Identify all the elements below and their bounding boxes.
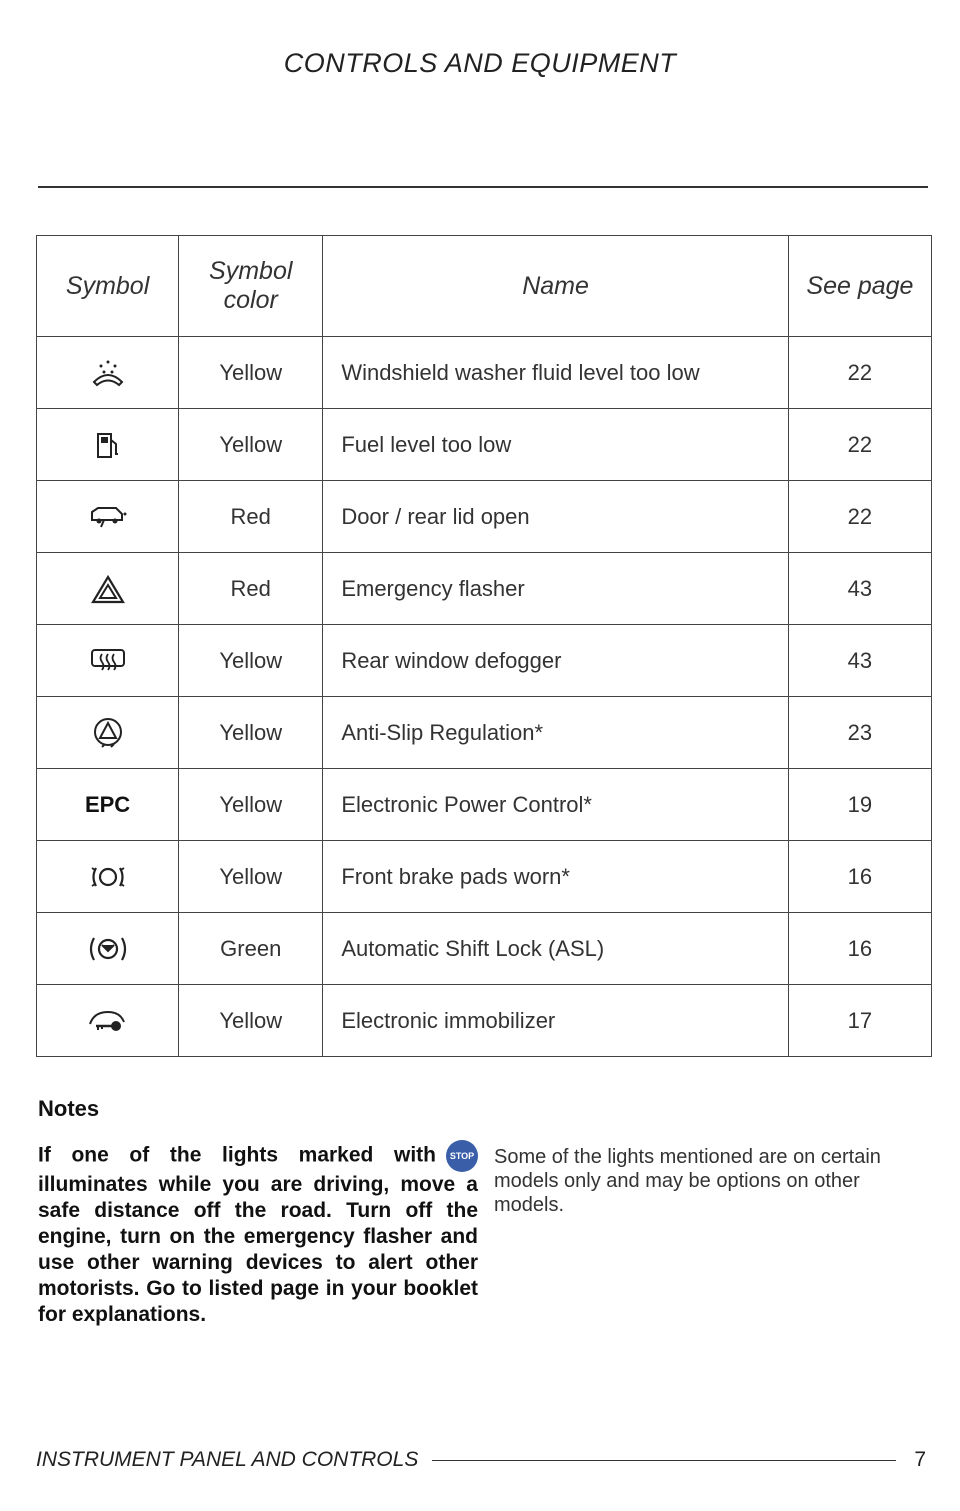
table-row bbox=[37, 481, 932, 553]
symbol-cell bbox=[37, 697, 179, 769]
name-cell: Emergency flasher bbox=[323, 553, 789, 625]
header-see-page: See page bbox=[788, 236, 931, 337]
page-footer bbox=[36, 1448, 926, 1472]
page-cell: 43 bbox=[788, 553, 931, 625]
name-cell: Front brake pads worn* bbox=[323, 841, 789, 913]
epc-icon: EPC bbox=[84, 791, 131, 817]
page-cell: 22 bbox=[788, 337, 931, 409]
warning-lead: If one of the lights marked with bbox=[38, 1143, 436, 1167]
symbol-cell bbox=[37, 337, 179, 409]
color-cell: Red bbox=[179, 481, 323, 553]
name-cell: Door / rear lid open bbox=[323, 481, 789, 553]
symbol-cell bbox=[37, 913, 179, 985]
table-row bbox=[37, 985, 932, 1057]
rear-defogger-icon bbox=[89, 646, 127, 676]
symbol-cell bbox=[37, 841, 179, 913]
name-cell: Fuel level too low bbox=[323, 409, 789, 481]
color-cell: Green bbox=[179, 913, 323, 985]
page-cell: 22 bbox=[788, 481, 931, 553]
symbol-cell bbox=[37, 553, 179, 625]
color-cell: Red bbox=[179, 553, 323, 625]
page-cell: 19 bbox=[788, 769, 931, 841]
table-row bbox=[37, 913, 932, 985]
page-cell: 22 bbox=[788, 409, 931, 481]
door-open-icon bbox=[88, 504, 128, 530]
info-note: Some of the lights mentioned are on certain models only and may be options on other models. bbox=[494, 1146, 881, 1216]
table-row bbox=[37, 625, 932, 697]
fuel-pump-icon bbox=[95, 430, 121, 460]
warning-note bbox=[38, 1140, 478, 1328]
notes-title: Notes bbox=[38, 1096, 100, 1121]
symbol-cell bbox=[37, 985, 179, 1057]
footer-rule bbox=[432, 1460, 896, 1461]
page-cell: 16 bbox=[788, 913, 931, 985]
color-cell: Yellow bbox=[179, 409, 323, 481]
header-symbol: Symbol bbox=[37, 236, 179, 337]
stop-icon: STOP bbox=[446, 1140, 478, 1172]
symbol-cell bbox=[37, 481, 179, 553]
name-cell: Anti-Slip Regulation* bbox=[323, 697, 789, 769]
symbol-cell bbox=[37, 409, 179, 481]
symbol-cell bbox=[37, 625, 179, 697]
header-name: Name bbox=[323, 236, 789, 337]
table-row bbox=[37, 841, 932, 913]
symbol-cell bbox=[37, 769, 179, 841]
name-cell: Electronic Power Control* bbox=[323, 769, 789, 841]
table-row bbox=[37, 769, 932, 841]
brake-pads-icon bbox=[88, 862, 128, 892]
color-cell: Yellow bbox=[179, 769, 323, 841]
page-header: CONTROLS AND EQUIPMENT bbox=[283, 48, 677, 78]
table-header-row bbox=[37, 236, 932, 337]
warning-lights-table bbox=[36, 235, 932, 1057]
table-row bbox=[37, 337, 932, 409]
immobilizer-key-icon bbox=[86, 1006, 130, 1036]
page-cell: 23 bbox=[788, 697, 931, 769]
table-row bbox=[37, 409, 932, 481]
page-cell: 43 bbox=[788, 625, 931, 697]
color-cell: Yellow bbox=[179, 697, 323, 769]
color-cell: Yellow bbox=[179, 337, 323, 409]
table-row bbox=[37, 697, 932, 769]
name-cell: Windshield washer fluid level too low bbox=[323, 337, 789, 409]
anti-slip-icon bbox=[91, 716, 125, 750]
washer-fluid-icon bbox=[91, 358, 125, 388]
table-row bbox=[37, 553, 932, 625]
warning-text: illuminates while you are driving, move a safe distance off the road. Turn off the engine, turn on the emergency flasher and use other warning devices to alert other motorists. Go to listed page in your booklet for explanations. bbox=[38, 1173, 478, 1326]
color-cell: Yellow bbox=[179, 985, 323, 1057]
page-cell: 17 bbox=[788, 985, 931, 1057]
color-cell: Yellow bbox=[179, 625, 323, 697]
footer-section-title: INSTRUMENT PANEL AND CONTROLS bbox=[36, 1448, 419, 1471]
header-symbol-color: Symbol color bbox=[179, 236, 323, 337]
page-number: 7 bbox=[914, 1448, 926, 1471]
header-rule bbox=[38, 186, 928, 188]
name-cell: Electronic immobilizer bbox=[323, 985, 789, 1057]
page-cell: 16 bbox=[788, 841, 931, 913]
name-cell: Rear window defogger bbox=[323, 625, 789, 697]
color-cell: Yellow bbox=[179, 841, 323, 913]
name-cell: Automatic Shift Lock (ASL) bbox=[323, 913, 789, 985]
shift-lock-icon bbox=[86, 934, 130, 964]
hazard-triangle-icon bbox=[91, 574, 125, 604]
